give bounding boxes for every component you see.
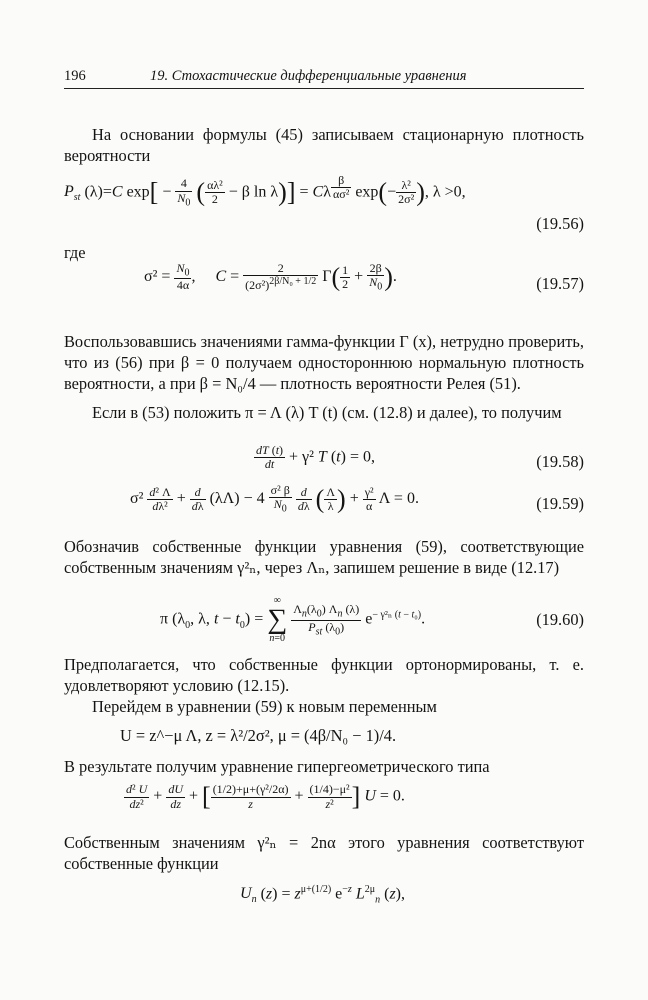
running-title: 19. Стохастические дифференциальные уравнения — [150, 68, 467, 84]
equation-number-19-58: (19.58) — [536, 452, 584, 471]
equation-19-57: σ² = $\frac{N_0}{4\alpha}$ , C = $\frac{2}{(2\sigma^2)^{2\beta/N_0 + 1/2}}$ Γ( $\frac{1}{2}$ + $\frac{2\beta}{N_0}$ ). — [144, 261, 397, 293]
equation-number-19-56: (19.56) — [536, 214, 584, 233]
equation-hypergeometric: $\frac{\text{d² U}}{\text{dz²}}$ + $\frac{dU}{dz}$ + [ $\frac{\text{(1/2)+μ+(γ²/2α)}}{z}$ + $\frac{\text{(1/4)−μ²}}{\text{z²}}$ ] U = 0. — [126, 782, 405, 811]
equation-number-19-60: (19.60) — [536, 610, 584, 629]
equation-19-60: π ($\lambda_0$, λ, $t - t_0$) = ∞ ∑ n=0 $\frac{\Lambda_n(\lambda_0) \Lambda_n (\lambda)}{P_{st} (\lambda_0)}$ $e^{- \gamma^2_n (t - t_0)}$. — [160, 595, 426, 644]
running-header — [64, 66, 584, 89]
equation-19-58: $\frac{dT (t)}{dt}$ + γ² T (t) = 0, — [256, 443, 375, 472]
paragraph-6: Перейдем в уравнении (59) к новым переменным — [92, 697, 437, 716]
equation-19-59: σ² $\frac{\text{d² Λ}}{\text{dλ²}}$ + $\frac{d}{d\lambda}$ (λΛ) − 4 $\frac{\text{σ² β}}{N_0}$ $\frac{d}{d\lambda}$ ( $\frac{\Lambda}{\lambda}$ ) + $\frac{\text{γ²}}{\alpha}$ Λ = 0. — [130, 483, 419, 515]
paragraph-3: Если в (53) положить π = Λ (λ) T (t) (см. (12.8) и далее), то получим — [92, 403, 562, 422]
equation-eigenfunctions: $U_n$ $(z) = z^{\mu+(1/2)}$ $e^{-z}$ $L^{2\mu}_n$ (z), — [240, 884, 405, 906]
equation-number-19-57: (19.57) — [536, 274, 584, 293]
paragraph-2: Воспользовавшись значениями гамма-функции Γ (x), нетрудно проверить, что из (56) при β = 0 получаем одностороннюю нормальную плотность вероятности, а при β = N₀/4 — плотность вероятности Релея (51). — [64, 332, 584, 393]
paragraph-4: Обозначив собственные функции уравнения (59), соответствующие собственным значениям γ²ₙ, через Λₙ, запишем решение в виде (12.17) — [64, 537, 584, 577]
paragraph-5: Предполагается, что собственные функции ортонормированы, т. е. удовлетворяют условию (12.15). — [64, 655, 584, 695]
paragraph-8: Собственным значениям γ²ₙ = 2nα этого уравнения соответствуют собственные функции — [64, 833, 584, 873]
page — [64, 66, 584, 906]
equation-variables: U = z^−μ Λ, z = λ²/2σ², μ = (4β/N₀ − 1)/4. — [120, 726, 397, 745]
paragraph-1: На основании формулы (45) записываем стационарную плотность вероятности — [64, 125, 584, 165]
equation-19-56: $P_{st}$ (λ)=C exp[ − $\frac{4}{N_0}$ ( $\frac{\text{αλ²}}{2}$ − β ln λ)] = Cλ $^{\frac{\beta}{\text{ασ²}}}$ exp(− $\frac{\text{λ²}}{\text{2σ²}}$ ), λ >0, — [64, 173, 466, 208]
paragraph-where: где — [64, 243, 86, 262]
equation-number-19-59: (19.59) — [536, 494, 584, 513]
paragraph-7: В результате получим уравнение гипергеометрического типа — [64, 757, 490, 776]
page-number: 196 — [64, 68, 86, 84]
